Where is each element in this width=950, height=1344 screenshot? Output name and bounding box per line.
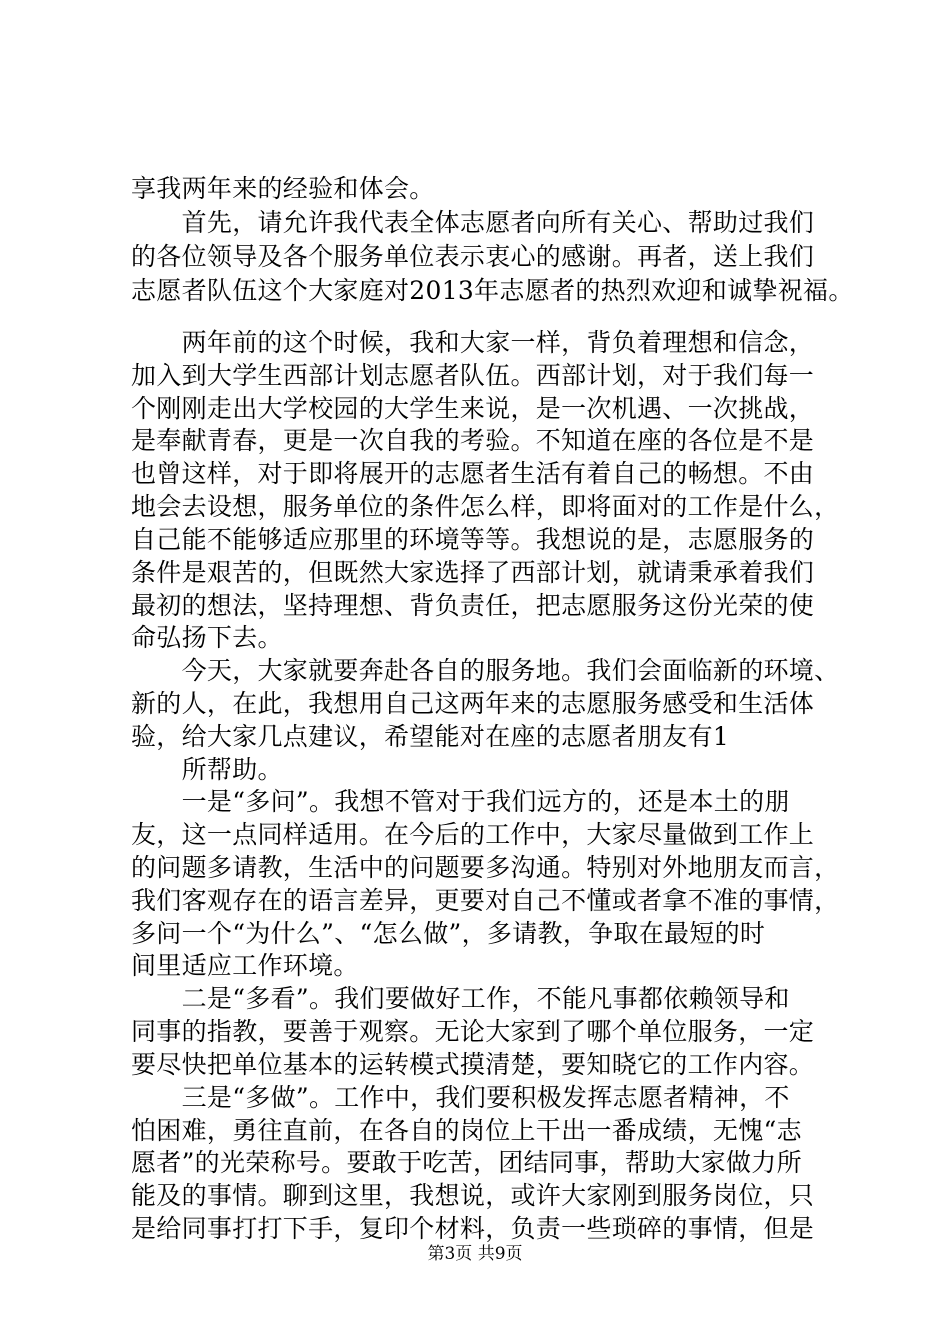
text-line: 要尽快把单位基本的运转模式摸清楚，要知晓它的工作内容。 bbox=[131, 1050, 815, 1079]
text-line: 加入到大学生西部计划志愿者队伍。西部计划，对于我们每一 bbox=[131, 361, 815, 390]
text-line: 命弘扬下去。 bbox=[131, 623, 283, 652]
text-line: 一是“多问”。我想不管对于我们远方的，还是本土的朋 bbox=[131, 787, 790, 816]
text-line: 三是“多做”。工作中，我们要积极发挥志愿者精神，不 bbox=[131, 1083, 790, 1112]
text-line: 是给同事打打下手，复印个材料，负责一些琐碎的事情，但是 bbox=[131, 1214, 815, 1243]
text-line: 今天，大家就要奔赴各自的服务地。我们会面临新的环境、 bbox=[131, 656, 840, 685]
text-line: 二是“多看”。我们要做好工作，不能凡事都依赖领导和 bbox=[131, 984, 790, 1013]
text-line: 所帮助。 bbox=[131, 755, 283, 784]
text-line: 也曾这样，对于即将展开的志愿者生活有着自己的畅想。不由 bbox=[131, 459, 815, 488]
text-line: 的问题多请教，生活中的问题要多沟通。特别对外地朋友而言， bbox=[131, 853, 840, 882]
text-line: 个刚刚走出大学校园的大学生来说，是一次机遇、一次挑战， bbox=[131, 394, 815, 423]
text-line: 愿者”的光荣称号。要敢于吃苦，团结同事，帮助大家做力所 bbox=[131, 1148, 802, 1177]
text-line: 验，给大家几点建议，希望能对在座的志愿者朋友有1 bbox=[131, 722, 730, 751]
text-line: 多问一个“为什么”、“怎么做”，多请教，争取在最短的时 bbox=[131, 919, 766, 948]
text-line: 是奉献青春，更是一次自我的考验。不知道在座的各位是不是 bbox=[131, 426, 815, 455]
text-line: 能及的事情。聊到这里，我想说，或许大家刚到服务岗位，只 bbox=[131, 1181, 815, 1210]
text-line: 最初的想法，坚持理想、背负责任，把志愿服务这份光荣的使 bbox=[131, 591, 815, 620]
text-line: 同事的指教，要善于观察。无论大家到了哪个单位服务，一定 bbox=[131, 1017, 815, 1046]
text-line: 自己能不能够适应那里的环境等等。我想说的是，志愿服务的 bbox=[131, 525, 815, 554]
text-line: 怕困难，勇往直前，在各自的岗位上干出一番成绩，无愧“志 bbox=[131, 1116, 802, 1145]
text-line: 首先，请允许我代表全体志愿者向所有关心、帮助过我们 bbox=[131, 208, 815, 237]
text-line: 新的人，在此，我想用自己这两年来的志愿服务感受和生活体 bbox=[131, 689, 815, 718]
page-number: 第3页 共9页 bbox=[427, 1244, 523, 1264]
text-line: 志愿者队伍这个大家庭对2013年志愿者的热烈欢迎和诚挚祝福。 bbox=[131, 276, 854, 305]
text-line: 两年前的这个时候，我和大家一样，背负着理想和信念， bbox=[131, 328, 815, 357]
text-line: 条件是艰苦的，但既然大家选择了西部计划，就请秉承着我们 bbox=[131, 558, 815, 587]
text-line: 的各位领导及各个服务单位表示衷心的感谢。再者，送上我们 bbox=[131, 242, 815, 271]
text-line: 享我两年来的经验和体会。 bbox=[131, 174, 435, 203]
text-line: 间里适应工作环境。 bbox=[131, 951, 359, 980]
text-line: 地会去设想，服务单位的条件怎么样，即将面对的工作是什么， bbox=[131, 492, 840, 521]
text-line: 友，这一点同样适用。在今后的工作中，大家尽量做到工作上 bbox=[131, 820, 815, 849]
text-line: 我们客观存在的语言差异，更要对自己不懂或者拿不准的事情， bbox=[131, 886, 840, 915]
